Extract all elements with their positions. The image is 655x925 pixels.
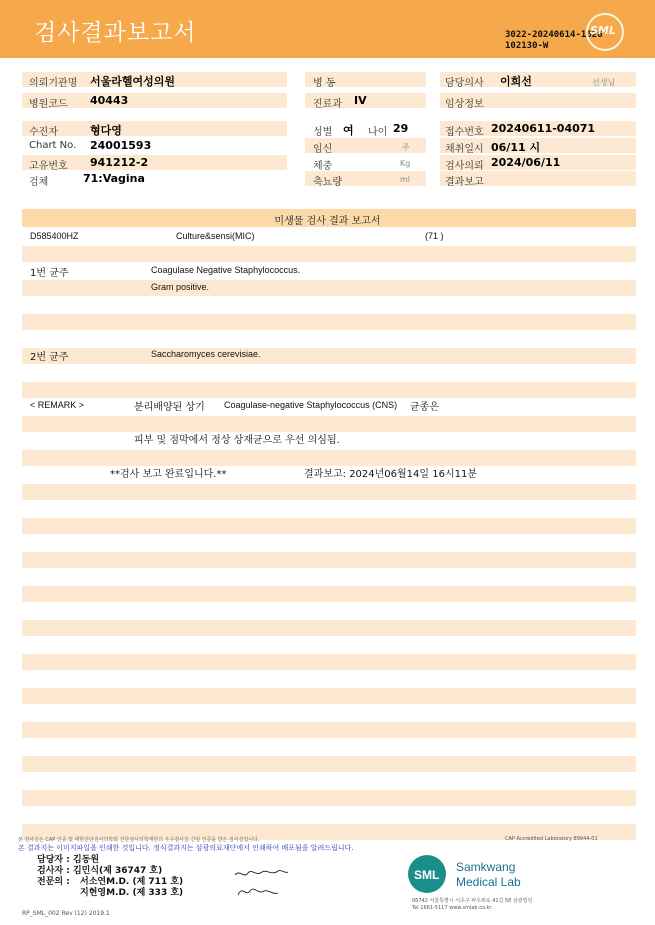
result-stripe xyxy=(22,688,636,704)
lab-phone: Tel 1661-5117 www.smlab.co.kr xyxy=(412,905,492,911)
remark-line1-en: Coagulase-negative Staphylococcus (CNS) xyxy=(224,400,398,410)
weight-unit: Kg xyxy=(400,159,411,168)
result-stripe xyxy=(22,382,636,398)
brand-name-line2: Medical Lab xyxy=(456,875,521,889)
certification-note: 본 검사실은 CAP 인증 및 대한진단검사의학회 진단검사의학재단의 우수검사실 신임 인증을 받은 검사실입니다. xyxy=(18,837,260,843)
tester: 검사자 : 김민식(제 36747 호) xyxy=(37,866,163,876)
test-name: Culture&sensi(MIC) xyxy=(176,231,255,241)
result-stripe xyxy=(22,450,636,466)
report-time: 결과보고: 2024년06월14일 16시11분 xyxy=(304,469,478,480)
result-stripe xyxy=(22,348,636,364)
pregnancy-unit: 주 xyxy=(402,143,410,152)
specimen-label: 검체 xyxy=(29,177,49,188)
document-id-line2: 102130-W xyxy=(505,41,549,51)
patient-value: 형다영 xyxy=(90,124,122,137)
section-title: 미생물 검사 결과 보고서 xyxy=(274,216,381,227)
unique-number-label: 고유번호 xyxy=(29,161,68,172)
test-code: D585400HZ xyxy=(30,231,79,241)
patient-label: 수진자 xyxy=(29,127,58,138)
remark-label: < REMARK > xyxy=(30,400,85,410)
dept-value: IV xyxy=(354,94,367,107)
strain2-label: 2번 균주 xyxy=(30,352,69,363)
info-band xyxy=(22,121,287,136)
clinical-info-label: 임상정보 xyxy=(445,99,484,110)
chart-value: 24001593 xyxy=(90,139,152,152)
receipt-label: 접수번호 xyxy=(445,127,484,138)
chart-label: Chart No. xyxy=(29,140,77,151)
remark-line2: 피부 및 점막에서 정상 상재균으로 우선 의심됨. xyxy=(134,435,340,446)
ward-label: 병 동 xyxy=(313,78,336,89)
dept-label: 진료과 xyxy=(313,99,342,110)
remark-line1-tail: 균종은 xyxy=(410,402,439,413)
strain2-name: Saccharomyces cerevisiae. xyxy=(151,349,261,359)
collection-value: 06/11 시 xyxy=(491,141,541,154)
request-value: 2024/06/11 xyxy=(491,156,561,169)
specialist-2: 지현영M.D. (제 333 호) xyxy=(80,888,184,898)
form-code: RP_SML_002 Rev (12) 2019.1 xyxy=(22,910,110,917)
urine-label: 축뇨량 xyxy=(313,177,342,188)
result-stripe xyxy=(22,756,636,772)
doctor-label: 담당의사 xyxy=(445,78,484,89)
strain1-name: Coagulase Negative Staphylococcus. xyxy=(151,265,301,275)
doctor-suffix: 선생님 xyxy=(592,78,616,87)
sex-label: 성별 xyxy=(313,127,333,138)
result-stripe xyxy=(22,314,636,330)
result-stripe xyxy=(22,246,636,262)
test-number: (71 ) xyxy=(425,231,444,241)
brand-name-line1: Samkwang xyxy=(456,860,516,874)
completion-message: **검사 보고 완료입니다.** xyxy=(110,469,227,480)
institution-value: 서울라헬여성의원 xyxy=(90,75,176,88)
result-stripe xyxy=(22,620,636,636)
report-label: 결과보고 xyxy=(445,177,484,188)
age-label: 나이 xyxy=(368,127,388,138)
result-stripe xyxy=(22,552,636,568)
header-logo-text: SML xyxy=(590,24,616,37)
pregnancy-label: 임신 xyxy=(313,144,333,155)
strain1-label: 1번 균주 xyxy=(30,268,69,279)
result-stripe xyxy=(22,280,636,296)
result-stripe xyxy=(22,654,636,670)
strain1-gram: Gram positive. xyxy=(151,282,210,292)
institution-label: 의뢰기관명 xyxy=(29,78,78,89)
result-stripe xyxy=(22,586,636,602)
urine-unit: ml xyxy=(400,175,411,184)
request-label: 검사의뢰 xyxy=(445,161,484,172)
weight-label: 체중 xyxy=(313,161,333,172)
specimen-value: 71:Vagina xyxy=(83,172,145,185)
document-id-line1: 3022-20240614-1626 xyxy=(505,30,603,40)
sex-value: 여 xyxy=(343,124,354,137)
doctor-value: 이희선 xyxy=(500,75,532,88)
result-stripe xyxy=(22,416,636,432)
result-stripe xyxy=(22,790,636,806)
hospital-code-label: 병원코드 xyxy=(29,99,68,110)
result-stripe xyxy=(22,722,636,738)
cap-accreditation: CAP Accredited Laboratory 89944-01 xyxy=(505,836,598,842)
manager: 담당자 : 김동원 xyxy=(37,855,100,865)
hospital-code-value: 40443 xyxy=(90,94,129,107)
brand-logo-text: SML xyxy=(414,868,440,882)
result-stripe xyxy=(22,518,636,534)
unique-number-value: 941212-2 xyxy=(90,156,149,169)
remark-line1-kr: 분리배양된 상기 xyxy=(134,402,205,413)
receipt-value: 20240611-04071 xyxy=(491,122,596,135)
result-stripe xyxy=(22,484,636,500)
specialist-label: 전문의 : xyxy=(37,877,70,887)
age-value: 29 xyxy=(393,122,409,135)
collection-label: 채취일시 xyxy=(445,144,484,155)
signature-icon xyxy=(232,865,292,899)
specialist-1: 서소연M.D. (제 711 호) xyxy=(80,877,184,887)
print-notice: 본 결과지는 이미지파일을 인쇄한 것입니다. 정식결과지는 삼광의료재단에서 인쇄하여 배포됨을 알려드립니다. xyxy=(18,844,354,852)
report-title: 검사결과보고서 xyxy=(34,20,197,46)
lab-address: 06742 서울특별시 서초구 바우뫼로 41길 58 삼광빌딩 xyxy=(412,898,533,904)
